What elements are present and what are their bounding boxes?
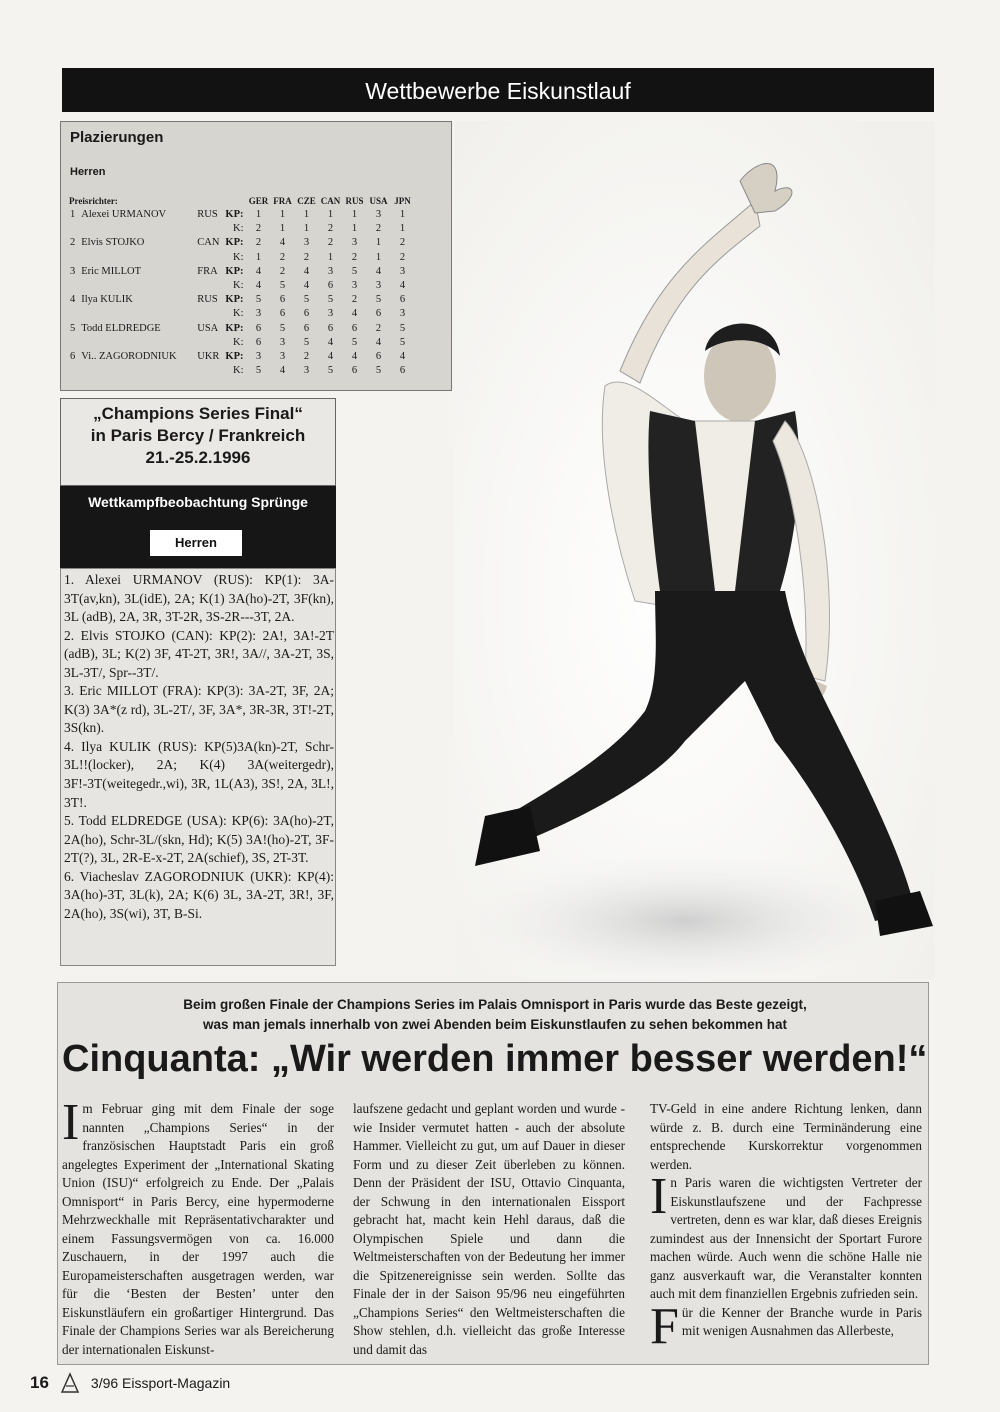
placement-cell: 4 xyxy=(279,237,286,249)
nation-cell: USA xyxy=(197,322,219,334)
event-title-box xyxy=(60,398,336,486)
placement-cell: 5 xyxy=(375,365,382,377)
skater-name-cell: Todd ELDREDGE xyxy=(81,322,161,334)
segment-label-cell: KP: xyxy=(225,322,244,334)
placement-cell: 5 xyxy=(279,280,286,292)
jumps-list xyxy=(64,571,334,923)
nation-cell: UKR xyxy=(197,351,220,363)
jumps-entry: 2. Elvis STOJKO (CAN): KP(2): 2A!, 3A!-2T (adB), 3L; K(2) 3F, 4T-2T, 3R!, 3A//, 3A-2T, 3S, 3L-3T/, Spr--3T/. xyxy=(64,627,334,680)
segment-label-cell: K: xyxy=(233,365,244,377)
judges-label: Preisrichter: xyxy=(69,196,118,206)
jumps-entry: 1. Alexei URMANOV (RUS): KP(1): 3A-3T(av,kn), 3L(idE), 2A; K(1) 3A(ho)-2T, 3F(kn), 3L (adB), 2A, 3R, 3T-2R, 3S-2R---3T, 2A. xyxy=(64,572,334,625)
skater-name-cell: Elvis STOJKO xyxy=(81,237,145,249)
placement-cell: 3 xyxy=(327,265,334,277)
placement-cell: 1 xyxy=(255,251,262,263)
placement-cell: 5 xyxy=(255,294,262,306)
placement-cell: 3 xyxy=(327,308,334,320)
placement-cell: 3 xyxy=(303,237,310,249)
article-column-3 xyxy=(650,1100,922,1355)
placement-cell: 6 xyxy=(255,322,262,334)
placement-cell: 6 xyxy=(279,308,286,320)
placement-cell: 5 xyxy=(255,365,262,377)
skater-name-cell: Vi.. ZAGORODNIUK xyxy=(81,351,177,363)
empty-cell xyxy=(78,222,194,236)
nation-cell: FRA xyxy=(197,265,218,277)
placement-cell: 2 xyxy=(375,223,382,235)
placement-cell: 4 xyxy=(351,308,358,320)
standings-table xyxy=(67,194,415,378)
skater-name-cell: Ilya KULIK xyxy=(81,294,133,306)
article-column-2 xyxy=(353,1100,625,1359)
paragraph: m Februar ging mit dem Finale der soge nannten „Champions Series“ in der französischen Hauptstadt Paris ein groß angelegtes Experiment der „International Skating Union (ISU)“ erfolgreich zu Ende. Der „Palais Omnisport“ in Paris Bercy, eine hypermoderne Mehrzweckhalle mit Repräsentativcharakter und einem Fassungsvermögen von ca. 16.000 Zuschauern, in der 1997 auch die Europameisterschaften ausgetragen werden, war für die ‘Besten der Besten’ unter den Eiskunstläufern ein großartiger Hintergrund. Das Finale der Champions Series war als Bereicherung der internationalen Eiskunst- xyxy=(62,1101,334,1357)
placement-cell: 6 xyxy=(279,294,286,306)
placement-cell: 5 xyxy=(327,294,334,306)
subtitle-line: Beim großen Finale der Champions Series im Palais Omnisport in Paris wurde das Beste gezeigt, xyxy=(183,997,807,1012)
standings-row xyxy=(67,222,415,236)
country-header: CZE xyxy=(297,196,316,206)
segment-label-cell: KP: xyxy=(225,294,244,306)
article-column-1 xyxy=(62,1094,334,1359)
placement-cell: 6 xyxy=(327,322,334,334)
placement-cell: 4 xyxy=(303,265,310,277)
placement-cell: 3 xyxy=(399,265,406,277)
placement-cell: 1 xyxy=(279,223,286,235)
jumps-entry: 4. Ilya KULIK (RUS): KP(5)3A(kn)-2T, Schr-3L!!(locker), 2A; K(4) 3A(weitergedr), 3F!-3T(weitegedr.,wi), 3R, 1L(A3), 3S!, 2A, 3L!, 3T!. xyxy=(64,738,334,810)
paragraph: n Paris waren die wichtigsten Vertreter der Eiskunstlaufszene und der Fachpresse vertreten, denn es war klar, daß dieses Ereignis zumindest aus der Innensicht der Sportart Furore machen würde. Auch wenn die schöne Halle nie ganz ausverkauft war, die Veranstalter konnten auch mit dem finanziellen Ergebnis zufrieden sein. xyxy=(650,1175,922,1301)
country-header: GER xyxy=(248,196,269,206)
standings-row xyxy=(67,236,415,250)
article-headline: Cinquanta: „Wir werden immer besser werden!“ xyxy=(62,1038,928,1080)
placement-cell: 3 xyxy=(399,308,406,320)
placement-cell: 2 xyxy=(303,351,310,363)
placement-cell: 5 xyxy=(303,294,310,306)
segment-label-cell: K: xyxy=(233,280,244,292)
empty-cell xyxy=(194,364,222,378)
standings-category: Herren xyxy=(70,166,106,178)
placement-cell: 5 xyxy=(303,336,310,348)
placement-cell: 6 xyxy=(351,365,358,377)
placement-cell: 1 xyxy=(303,209,310,220)
empty-cell xyxy=(194,279,222,293)
placement-cell: 1 xyxy=(279,209,286,220)
standings-title: Plazierungen xyxy=(70,129,164,146)
placement-cell: 4 xyxy=(255,280,262,292)
paragraph: ür die Kenner der Branche wurde in Paris mit wenigen Ausnahmen das Allerbeste, xyxy=(681,1304,922,1338)
placement-cell: 6 xyxy=(351,322,358,334)
placement-cell: 1 xyxy=(375,251,382,263)
rank-cell: 5 xyxy=(70,322,76,334)
placement-cell: 4 xyxy=(327,351,334,363)
nation-cell: RUS xyxy=(197,209,218,220)
placement-cell: 5 xyxy=(351,336,358,348)
segment-label-cell: K: xyxy=(233,308,244,320)
placement-cell: 2 xyxy=(279,251,286,263)
rank-cell: 6 xyxy=(70,351,76,363)
rank-cell: 2 xyxy=(70,237,76,249)
placement-cell: 6 xyxy=(399,294,406,306)
placement-cell: 1 xyxy=(399,209,406,220)
category-label: Herren xyxy=(150,530,242,556)
jumps-entry: 3. Eric MILLOT (FRA): KP(3): 3A-2T, 3F, 2A; K(3) 3A*(z rd), 3L-2T/, 3F, 3A*, 3R-3R, 3T!-2T, 3S(kn). xyxy=(64,683,334,736)
placement-cell: 4 xyxy=(375,265,382,277)
jumps-entry: 6. Viacheslav ZAGORODNIUK (UKR): KP(4): 3A(ho)-3T, 3L(k), 2A; K(6) 3L, 3A-2T, 3R!, 3F, 2A(ho), 3S(wi), 3T, B-Si. xyxy=(64,868,334,921)
skater-name-cell: Eric MILLOT xyxy=(81,265,142,277)
rank-cell: 3 xyxy=(70,265,76,277)
nation-cell: CAN xyxy=(197,237,220,249)
country-header: RUS xyxy=(345,196,364,206)
country-header: JPN xyxy=(394,196,411,206)
placement-cell: 2 xyxy=(351,294,358,306)
placement-cell: 6 xyxy=(255,336,262,348)
skater-name-cell: Alexei URMANOV xyxy=(81,209,167,220)
country-header: FRA xyxy=(273,196,292,206)
placement-cell: 1 xyxy=(351,209,358,220)
placement-cell: 4 xyxy=(399,280,406,292)
placement-cell: 1 xyxy=(255,209,262,220)
placement-cell: 6 xyxy=(375,308,382,320)
placement-cell: 2 xyxy=(327,237,334,249)
rank-cell: 4 xyxy=(70,294,76,306)
placement-cell: 1 xyxy=(303,223,310,235)
placement-cell: 1 xyxy=(375,237,382,249)
empty-cell xyxy=(67,364,78,378)
issue-label: 3/96 Eissport-Magazin xyxy=(90,1375,231,1391)
event-title: „Champions Series Final“ xyxy=(93,404,303,423)
empty-cell xyxy=(194,336,222,350)
article-subtitle xyxy=(60,995,930,1035)
rank-cell: 1 xyxy=(70,209,76,220)
placement-cell: 2 xyxy=(399,251,406,263)
placement-cell: 2 xyxy=(327,223,334,235)
standings-row xyxy=(67,251,415,265)
empty-cell xyxy=(78,336,194,350)
placement-cell: 2 xyxy=(399,237,406,249)
observation-title: Wettkampfbeobachtung Sprünge xyxy=(88,494,308,510)
placement-cell: 3 xyxy=(351,280,358,292)
placement-cell: 5 xyxy=(351,265,358,277)
placement-cell: 4 xyxy=(327,336,334,348)
placement-cell: 6 xyxy=(327,280,334,292)
empty-cell xyxy=(194,251,222,265)
placement-cell: 1 xyxy=(399,223,406,235)
segment-label-cell: K: xyxy=(233,336,244,348)
placement-cell: 2 xyxy=(255,237,262,249)
drop-cap: I xyxy=(62,1094,80,1151)
nation-cell: RUS xyxy=(197,294,218,306)
placement-cell: 4 xyxy=(255,265,262,277)
standings-row xyxy=(67,208,415,222)
country-header: USA xyxy=(369,196,388,206)
standings-row xyxy=(67,307,415,321)
empty-cell xyxy=(67,222,78,236)
placement-cell: 2 xyxy=(375,322,382,334)
placement-cell: 5 xyxy=(279,322,286,334)
placement-cell: 4 xyxy=(399,351,406,363)
placement-cell: 5 xyxy=(375,294,382,306)
placement-cell: 4 xyxy=(303,280,310,292)
drop-cap: F xyxy=(650,1297,679,1355)
drop-cap: I xyxy=(650,1168,668,1225)
placement-cell: 3 xyxy=(375,209,382,220)
segment-label-cell: KP: xyxy=(225,351,244,363)
standings-row xyxy=(67,265,415,279)
placement-cell: 3 xyxy=(255,308,262,320)
empty-cell xyxy=(194,222,222,236)
empty-cell xyxy=(67,251,78,265)
placement-cell: 2 xyxy=(303,251,310,263)
placement-cell: 3 xyxy=(255,351,262,363)
placement-cell: 1 xyxy=(327,209,334,220)
placement-cell: 6 xyxy=(399,365,406,377)
placement-cell: 2 xyxy=(279,265,286,277)
empty-cell xyxy=(78,279,194,293)
page-number: 16 xyxy=(30,1373,49,1392)
placement-cell: 3 xyxy=(279,351,286,363)
placement-cell: 2 xyxy=(255,223,262,235)
empty-cell xyxy=(194,307,222,321)
standings-row xyxy=(67,364,415,378)
standings-row xyxy=(67,350,415,364)
empty-cell xyxy=(78,251,194,265)
segment-label-cell: KP: xyxy=(225,237,244,249)
placement-cell: 3 xyxy=(279,336,286,348)
placement-cell: 6 xyxy=(303,308,310,320)
placement-cell: 4 xyxy=(375,336,382,348)
segment-label-cell: KP: xyxy=(225,209,244,220)
placement-cell: 4 xyxy=(279,365,286,377)
paragraph: TV-Geld in eine andere Richtung lenken, dann würde z. B. durch eine Terminänderung eine entsprechende Kurskorrektur vorgenommen werden. xyxy=(650,1101,922,1172)
empty-cell xyxy=(67,336,78,350)
country-header: CAN xyxy=(320,196,341,206)
page-footer xyxy=(30,1372,230,1394)
standings-box xyxy=(60,121,452,391)
placement-cell: 5 xyxy=(399,322,406,334)
placement-cell: 6 xyxy=(303,322,310,334)
empty-cell xyxy=(78,307,194,321)
placement-cell: 5 xyxy=(327,365,334,377)
standings-row xyxy=(67,336,415,350)
jumps-entry: 5. Todd ELDREDGE (USA): KP(6): 3A(ho)-2T, 2A(ho), Schr-3L/(skn, Hd); K(5) 3A!(ho)-2T, 3F-2T(?), 3L, 2R-E-x-2T, 2A(schief), 3S, 2T-3T. xyxy=(64,813,334,866)
placement-cell: 3 xyxy=(303,365,310,377)
placement-cell: 6 xyxy=(375,351,382,363)
segment-label-cell: KP: xyxy=(225,265,244,277)
section-header: Wettbewerbe Eiskunstlauf xyxy=(62,68,934,112)
event-location: in Paris Bercy / Frankreich xyxy=(90,426,306,445)
empty-cell xyxy=(67,307,78,321)
paragraph: laufszene gedacht und geplant worden und wurde - wie Insider vermutet hatten - auch der absolute Hammer. Vielleicht zu gut, um auf Dauer in dieser Form und zu dieser Zeit überleben zu können. Denn der Präsident der ISU, Ottavio Cinquanta, der Schwung in den internationalen Eissport gebracht hat, macht kein Hehl daraus, daß die Olympischen Spiele und dann die Weltmeisterschaften von der Bedeutung her immer die Spitzenereignisse sein werden. Sollte das Finale der in der Saison 95/96 neu eingeführten „Champions Series“ den Weltmeisterschaften die Show stehlen, d.h. vielleicht das große Interesse und damit das xyxy=(353,1101,625,1357)
segment-label-cell: K: xyxy=(233,223,244,235)
skater-photo xyxy=(455,121,935,979)
placement-cell: 1 xyxy=(327,251,334,263)
standings-header-row xyxy=(67,194,415,208)
subtitle-line: was man jemals innerhalb von zwei Abenden beim Eiskunstlaufen zu sehen bekommen hat xyxy=(203,1017,787,1032)
placement-cell: 5 xyxy=(399,336,406,348)
placement-cell: 3 xyxy=(375,280,382,292)
empty-cell xyxy=(67,279,78,293)
placement-cell: 3 xyxy=(351,237,358,249)
standings-row xyxy=(67,322,415,336)
empty-cell xyxy=(78,364,194,378)
placement-cell: 2 xyxy=(351,251,358,263)
standings-row xyxy=(67,293,415,307)
segment-label-cell: K: xyxy=(233,251,244,263)
placement-cell: 4 xyxy=(351,351,358,363)
event-dates: 21.-25.2.1996 xyxy=(145,448,251,467)
magazine-logo-icon xyxy=(59,1372,81,1394)
standings-row xyxy=(67,279,415,293)
placement-cell: 1 xyxy=(351,223,358,235)
